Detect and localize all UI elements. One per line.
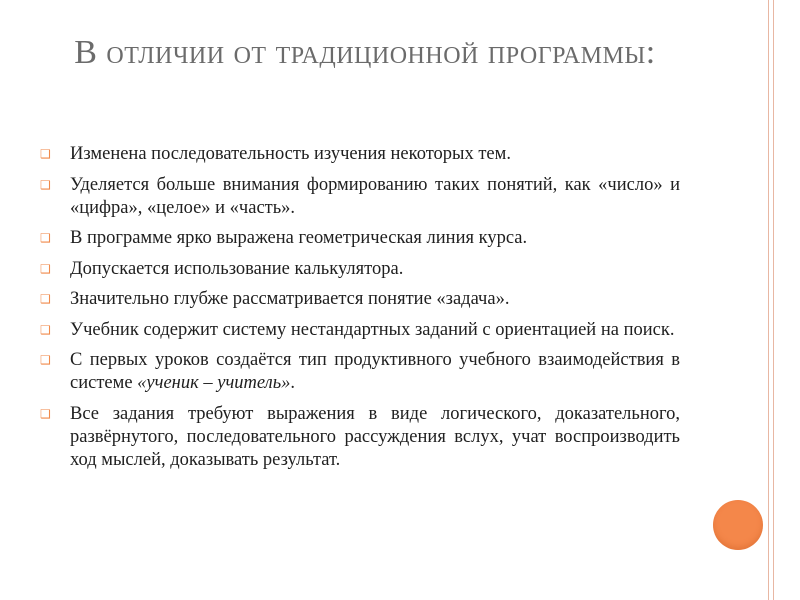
decorative-orange-circle <box>713 500 763 550</box>
bullet-item <box>40 258 680 281</box>
bullet-text: Изменена последовательность изучения некоторых тем. <box>70 144 511 164</box>
bullet-text <box>70 350 680 393</box>
bullet-item <box>40 227 680 250</box>
bullet-text-part: С первых уроков создаётся тип продуктивного учебного взаимодействия в системе <box>70 350 680 393</box>
bullet-square-icon: ❑ <box>40 353 51 367</box>
bullet-text-part: . <box>290 373 296 393</box>
bullet-text: Все задания требуют выражения в виде логического, доказательного, развёрнутого, последовательного рассуждения вслух, учат воспроизводить ход мыслей, доказывать результат. <box>70 403 680 470</box>
bullet-list <box>40 143 680 479</box>
bullet-item <box>40 288 680 311</box>
bullet-square-icon: ❑ <box>40 406 51 421</box>
bullet-text: Уделяется больше внимания формированию таких понятий, как «число» и «цифра», «целое» и «часть». <box>70 174 680 218</box>
decorative-line-right <box>773 0 774 600</box>
bullet-item <box>40 174 680 220</box>
bullet-item <box>40 319 680 342</box>
bullet-square-icon: ❑ <box>40 147 51 161</box>
bullet-square-icon: ❑ <box>40 231 51 245</box>
bullet-text: Учебник содержит систему нестандартных заданий с ориентацией на поиск. <box>70 319 675 340</box>
bullet-square-icon: ❑ <box>40 322 51 337</box>
bullet-square-icon: ❑ <box>40 261 51 276</box>
bullet-text: Допускается использование калькулятора. <box>70 258 404 279</box>
bullet-square-icon: ❑ <box>40 177 51 192</box>
bullet-text-italic: «ученик – учитель» <box>137 373 291 393</box>
decorative-line-left <box>768 0 769 600</box>
bullet-item <box>40 403 680 472</box>
bullet-text: В программе ярко выражена геометрическая линия курса. <box>70 228 528 248</box>
bullet-text: Значительно глубже рассматривается понятие «задача». <box>70 289 510 309</box>
slide-title: В отличии от традиционной программы: <box>74 34 656 71</box>
bullet-item <box>40 349 680 395</box>
bullet-item <box>40 143 680 166</box>
bullet-square-icon: ❑ <box>40 292 51 306</box>
